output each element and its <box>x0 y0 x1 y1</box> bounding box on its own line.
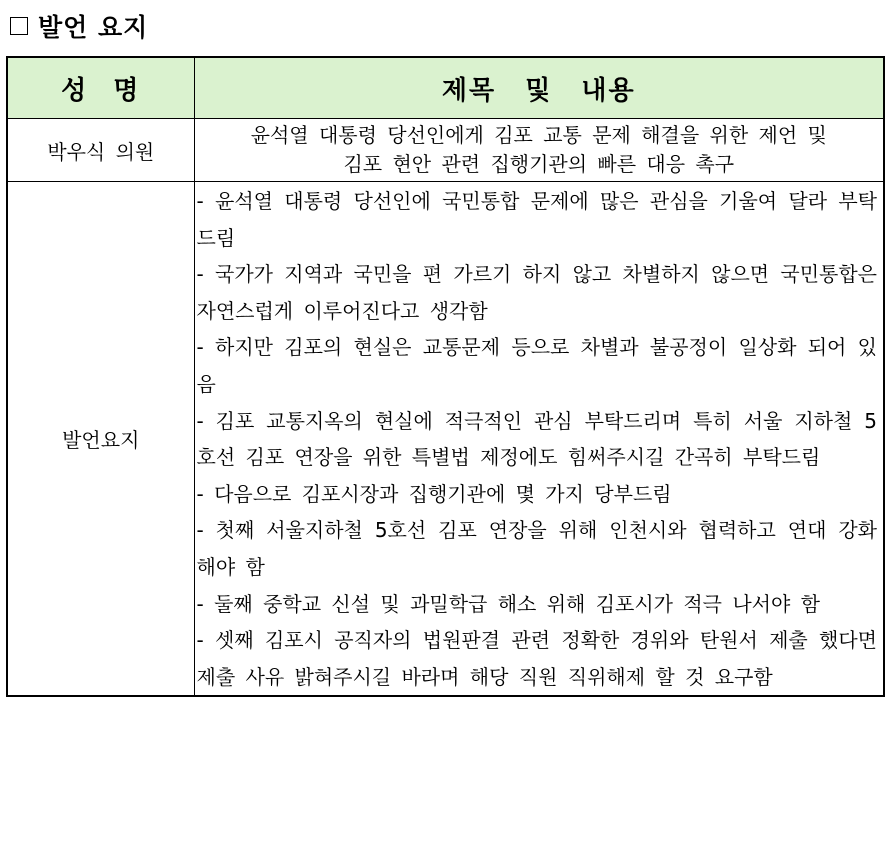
summary-point: - 하지만 김포의 현실은 교통문제 등으로 차별과 불공정이 일상화 되어 있음 <box>196 335 877 396</box>
table-header-row <box>7 57 884 119</box>
summary-point: - 다음으로 김포시장과 집행기관에 몇 가지 당부드림 <box>196 481 672 506</box>
summary-row <box>7 182 884 697</box>
summary-point: - 윤석열 대통령 당선인에 국민통합 문제에 많은 관심을 기울여 달라 부탁드림 <box>196 189 877 250</box>
summary-label: 발언요지 <box>7 182 194 697</box>
speech-summary-table <box>6 56 885 697</box>
speech-title <box>194 119 884 182</box>
header-name-column: 성 명 <box>7 57 194 119</box>
summary-points-list <box>197 183 878 695</box>
summary-point: - 첫째 서울지하철 5호선 김포 연장을 위해 인천시와 협력하고 연대 강화해야 함 <box>196 518 877 579</box>
summary-point: - 둘째 중학교 신설 및 과밀학급 해소 위해 김포시가 적극 나서야 함 <box>196 591 820 616</box>
summary-point: - 국가가 지역과 국민을 편 가르기 하지 않고 차별하지 않으면 국민통합은 자연스럽게 이루어진다고 생각함 <box>196 262 877 323</box>
section-heading-text: 발언 요지 <box>38 13 149 42</box>
header-content-column: 제목 및 내용 <box>194 57 884 119</box>
speaker-row <box>7 119 884 182</box>
summary-content <box>194 182 884 697</box>
section-heading <box>10 8 148 44</box>
speaker-name: 박우식 의원 <box>7 119 194 182</box>
speech-title-line: 윤석열 대통령 당선인에게 김포 교통 문제 해결을 위한 제언 및 <box>250 123 827 147</box>
summary-point: - 김포 교통지옥의 현실에 적극적인 관심 부탁드리며 특히 서울 지하철 5호선 김포 연장을 위한 특별법 제정에도 힘써주시길 간곡히 부탁드림 <box>196 408 877 470</box>
checkbox-square-icon <box>10 17 28 35</box>
summary-point: - 셋째 김포시 공직자의 법원판결 관련 정확한 경위와 탄원서 제출 했다면 제출 사유 밝혀주시길 바라며 해당 직원 직위해제 할 것 요구함 <box>196 628 877 689</box>
speech-title-line: 김포 현안 관련 집행기관의 빠른 대응 촉구 <box>343 152 735 176</box>
